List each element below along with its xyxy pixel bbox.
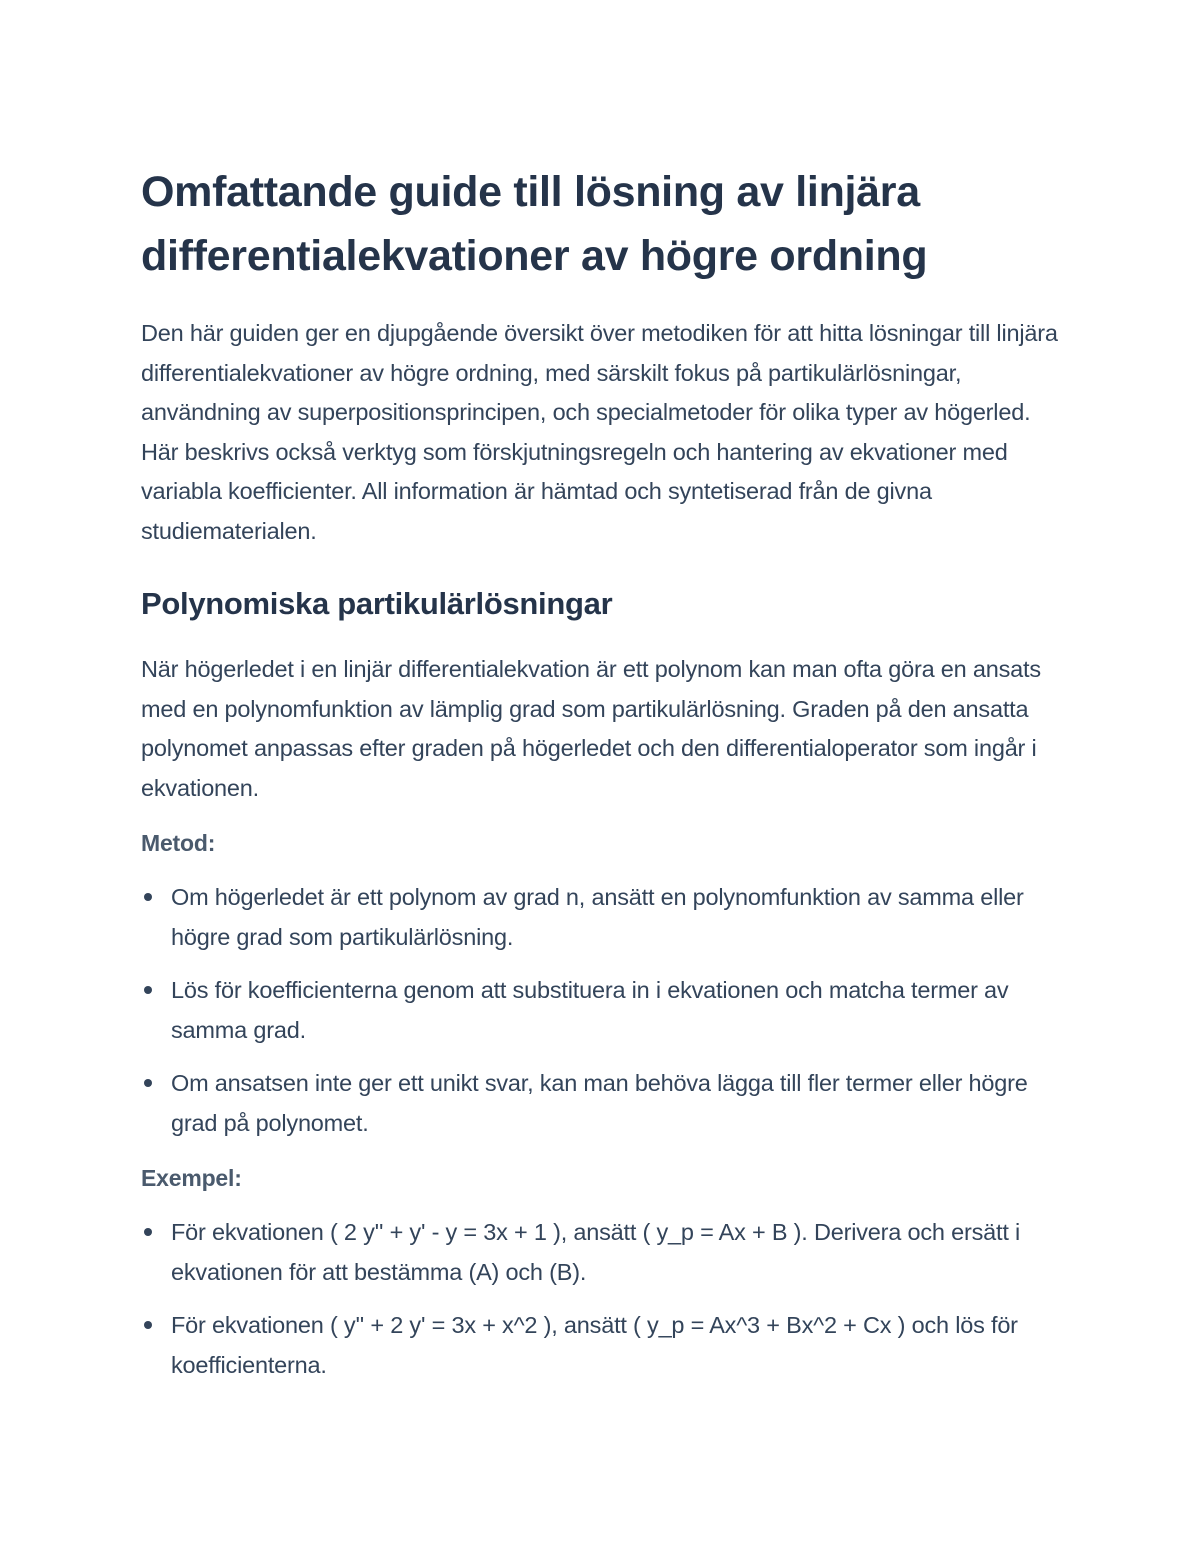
section-heading: Polynomiska partikulärlösningar [141, 586, 613, 621]
document-title: Omfattande guide till lösning av linjära differentialekvationer av högre ordning [141, 168, 928, 280]
list-item-text: Om högerledet är ett polynom av grad n, ansätt en polynomfunktion av samma eller högre grad som partikulärlösning. [171, 884, 1024, 950]
list-item [141, 1063, 1071, 1143]
method-label: Metod: [141, 830, 216, 856]
list-item [141, 970, 1071, 1050]
list-item [141, 877, 1071, 957]
list-item [141, 1212, 1071, 1292]
list-item-text: För ekvationen ( y'' + 2 y' = 3x + x^2 ), ansätt ( y_p = Ax^3 + Bx^2 + Cx ) och lös för koefficienterna. [171, 1312, 1018, 1378]
list-item-text: För ekvationen ( 2 y'' + y' - y = 3x + 1 ), ansätt ( y_p = Ax + B ). Derivera och ersätt i ekvationen för att bestämma (A) och (B). [171, 1219, 1021, 1285]
bullet-icon [144, 986, 152, 994]
bullet-icon [144, 1079, 152, 1087]
method-list [141, 877, 1071, 1143]
list-item-text: Om ansatsen inte ger ett unikt svar, kan man behöva lägga till fler termer eller högre grad på polynomet. [171, 1070, 1028, 1136]
document-page [141, 160, 1071, 1398]
list-item [141, 1305, 1071, 1385]
bullet-icon [144, 893, 152, 901]
bullet-icon [144, 1228, 152, 1236]
section-paragraph: När högerledet i en linjär differentialekvation är ett polynom kan man ofta göra en ansats med en polynomfunktion av lämplig grad som partikulärlösning. Graden på den ansatta polynomet anpassas efter graden på högerledet och den differentialoperator som ingår i ekvationen. [141, 656, 1041, 801]
example-list [141, 1212, 1071, 1385]
list-item-text: Lös för koefficienterna genom att substituera in i ekvationen och matcha termer av samma grad. [171, 977, 1009, 1043]
example-label: Exempel: [141, 1165, 242, 1191]
bullet-icon [144, 1321, 152, 1329]
intro-paragraph: Den här guiden ger en djupgående översikt över metodiken för att hitta lösningar till linjära differentialekvationer av högre ordning, med särskilt fokus på partikulärlösningar, användning av superpositionsprincipen, och specialmetoder för olika typer av högerled. Här beskrivs också verktyg som förskjutningsregeln och hantering av ekvationer med variabla koefficienter. All information är hämtad och syntetiserad från de givna studiematerialen. [141, 320, 1058, 544]
